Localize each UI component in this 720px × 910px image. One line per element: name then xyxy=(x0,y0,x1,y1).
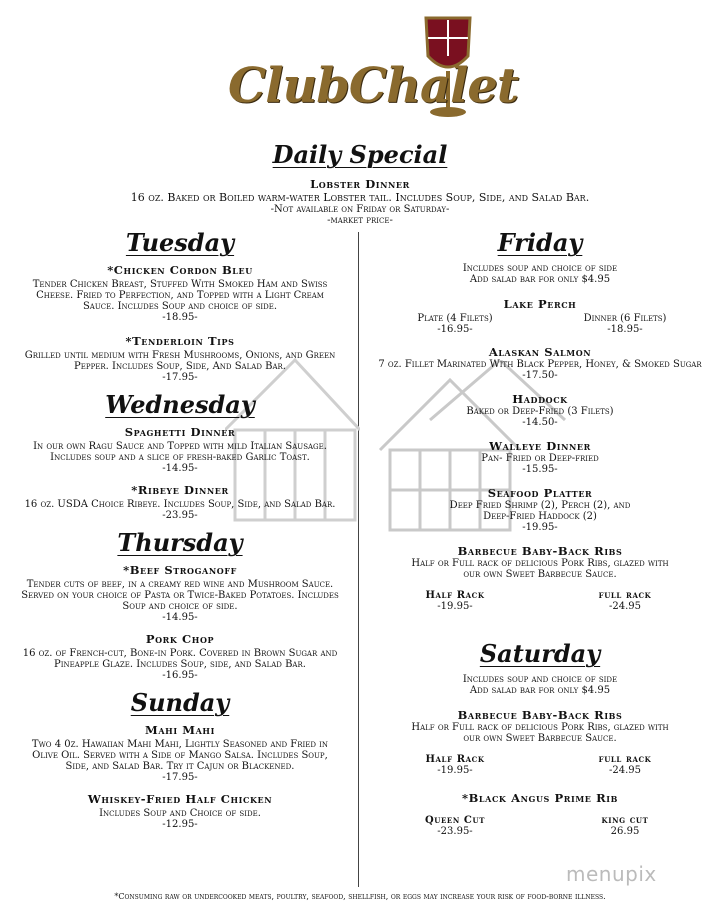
item-title: Alaskan Salmon xyxy=(488,345,592,359)
special-desc: 16 oz. Baked or Boiled warm-water Lobster tail. Includes Soup, Side, and Salad Bar. xyxy=(130,191,590,204)
item-title: Seafood Platter xyxy=(487,486,593,500)
item-title: *Tenderloin Tips xyxy=(125,334,235,348)
daily-special xyxy=(0,140,720,226)
item-title: *Ribeye Dinner xyxy=(131,483,229,497)
item-price: -19.95- xyxy=(522,522,558,533)
menupix-watermark: menupix xyxy=(566,862,657,886)
food-safety-footer: *Consuming raw or undercooked meats, poultry, seafood, shellfish, or eggs may increase your risk of food-borne illness. xyxy=(114,892,606,901)
item-title: *Beef Stroganoff xyxy=(123,563,237,577)
day-heading-thursday: Thursday xyxy=(117,528,243,557)
perch-options xyxy=(375,313,705,335)
item-price: -14.95- xyxy=(162,463,198,474)
item-desc: Tender Chicken Breast, Stuffed With Smoked Ham and Swiss Cheese. Fried to Perfection, and Topped with a Light Cream Sauce. Includes Soup and choice of side. xyxy=(32,279,328,312)
item-desc: 7 oz. Fillet Marinated With Black Pepper, Honey, & Smoked Sugar xyxy=(378,359,702,370)
item-desc: Tender cuts of beef, in a creamy red wine and Mushroom Sauce. Served on your choice of Pasta or Twice-Baked Potatoes. Includes Soup and choice of side. xyxy=(21,579,339,612)
day-heading-tuesday: Tuesday xyxy=(125,228,235,257)
logo-text: ClubChalet xyxy=(228,58,519,114)
item-title: Barbecue Baby-Back Ribs xyxy=(457,544,623,558)
option-label: Dinner (6 Filets) xyxy=(583,313,667,324)
item-price: -15.95- xyxy=(522,464,558,475)
item-title: Mahi Mahi xyxy=(145,723,215,737)
saturday-intro-2: Add salad bar for only $4.95 xyxy=(469,685,611,696)
special-title: Lobster Dinner xyxy=(310,177,410,191)
ribs-options xyxy=(375,590,705,613)
item-desc: Deep Fried Shrimp (2), Perch (2), and Deep-Fried Haddock (2) xyxy=(449,500,631,522)
item-desc: 16 oz. USDA Choice Ribeye. Includes Soup, Side, and Salad Bar. xyxy=(24,499,336,510)
option-label: Plate (4 Filets) xyxy=(417,313,493,324)
item-price: -17.95- xyxy=(162,772,198,783)
option-label: Half Rack xyxy=(425,754,485,765)
column-divider xyxy=(358,232,359,887)
right-column xyxy=(375,228,705,838)
special-note-1: -Not available on Friday or Saturday- xyxy=(270,204,450,215)
item-title: Walleye Dinner xyxy=(489,439,591,453)
item-title: Haddock xyxy=(512,392,568,406)
item-price: -16.95- xyxy=(162,670,198,681)
friday-intro-2: Add salad bar for only $4.95 xyxy=(469,274,611,285)
item-desc: In our own Ragu Sauce and Topped with mild Italian Sausage. Includes soup and a slice of fresh-baked Garlic Toast. xyxy=(33,441,327,463)
item-desc: Baked or Deep-Fried (3 Filets) xyxy=(466,406,614,417)
item-title: *Chicken Cordon Bleu xyxy=(107,263,253,277)
day-heading-wednesday: Wednesday xyxy=(105,390,255,419)
item-price: -14.50- xyxy=(522,417,558,428)
item-price: -18.95- xyxy=(162,312,198,323)
option-price: -19.95- xyxy=(437,765,473,776)
prime-rib-options xyxy=(375,815,705,838)
special-note-2: -market price- xyxy=(327,215,393,226)
option-price: -19.95- xyxy=(437,601,473,612)
item-title: Whiskey-Fried Half Chicken xyxy=(87,792,273,806)
option-price: 26.95 xyxy=(610,826,640,837)
left-column xyxy=(20,228,340,831)
item-price: -14.95- xyxy=(162,612,198,623)
item-price: -12.95- xyxy=(162,819,198,830)
item-title: Spaghetti Dinner xyxy=(124,425,236,439)
daily-special-heading: Daily Special xyxy=(272,140,448,169)
option-label: full rack xyxy=(598,754,652,765)
item-desc: Includes Soup and Choice of side. xyxy=(99,808,261,819)
day-heading-sunday: Sunday xyxy=(130,688,230,717)
item-title: *Black Angus Prime Rib xyxy=(462,791,618,805)
day-heading-friday: Friday xyxy=(497,228,583,257)
item-title: Pork Chop xyxy=(145,632,215,646)
item-desc: Pan- Fried or Deep-fried xyxy=(481,453,599,464)
item-title: Barbecue Baby-Back Ribs xyxy=(457,708,623,722)
option-label: king cut xyxy=(601,815,649,826)
item-title: Lake Perch xyxy=(503,297,577,311)
option-label: Queen Cut xyxy=(424,815,486,826)
option-price: -18.95- xyxy=(607,324,643,335)
option-label: full rack xyxy=(598,590,652,601)
item-price: -17.95- xyxy=(162,372,198,383)
item-price: -17.50- xyxy=(522,370,558,381)
item-desc: Half or Full rack of delicious Pork Ribs, glazed with our own Sweet Barbecue Sauce. xyxy=(411,722,669,744)
item-desc: Grilled until medium with Fresh Mushrooms, Onions, and Green Pepper. Includes Soup, Side, And Salad Bar. xyxy=(24,350,336,372)
item-price: -23.95- xyxy=(162,510,198,521)
day-heading-saturday: Saturday xyxy=(479,639,601,668)
item-desc: 16 oz. of French-cut, Bone-in Pork. Covered in Brown Sugar and Pineapple Glaze. Includes Soup, side, and Salad Bar. xyxy=(22,648,338,670)
friday-intro-1: Includes soup and choice of side xyxy=(462,263,618,274)
restaurant-logo xyxy=(228,14,519,122)
ribs-options xyxy=(375,754,705,777)
item-desc: Half or Full rack of delicious Pork Ribs, glazed with our own Sweet Barbecue Sauce. xyxy=(411,558,669,580)
item-desc: Two 4 0z. Hawaiian Mahi Mahi, Lightly Seasoned and Fried in Olive Oil. Served with a Side of Mango Salsa. Includes Soup, Side, and Salad Bar. Try it Cajun or Blackened. xyxy=(31,739,329,772)
option-price: -24.95 xyxy=(608,765,641,776)
option-price: -24.95 xyxy=(608,601,641,612)
saturday-intro-1: Includes soup and choice of side xyxy=(462,674,618,685)
option-price: -16.95- xyxy=(437,324,473,335)
option-label: Half Rack xyxy=(425,590,485,601)
option-price: -23.95- xyxy=(437,826,473,837)
